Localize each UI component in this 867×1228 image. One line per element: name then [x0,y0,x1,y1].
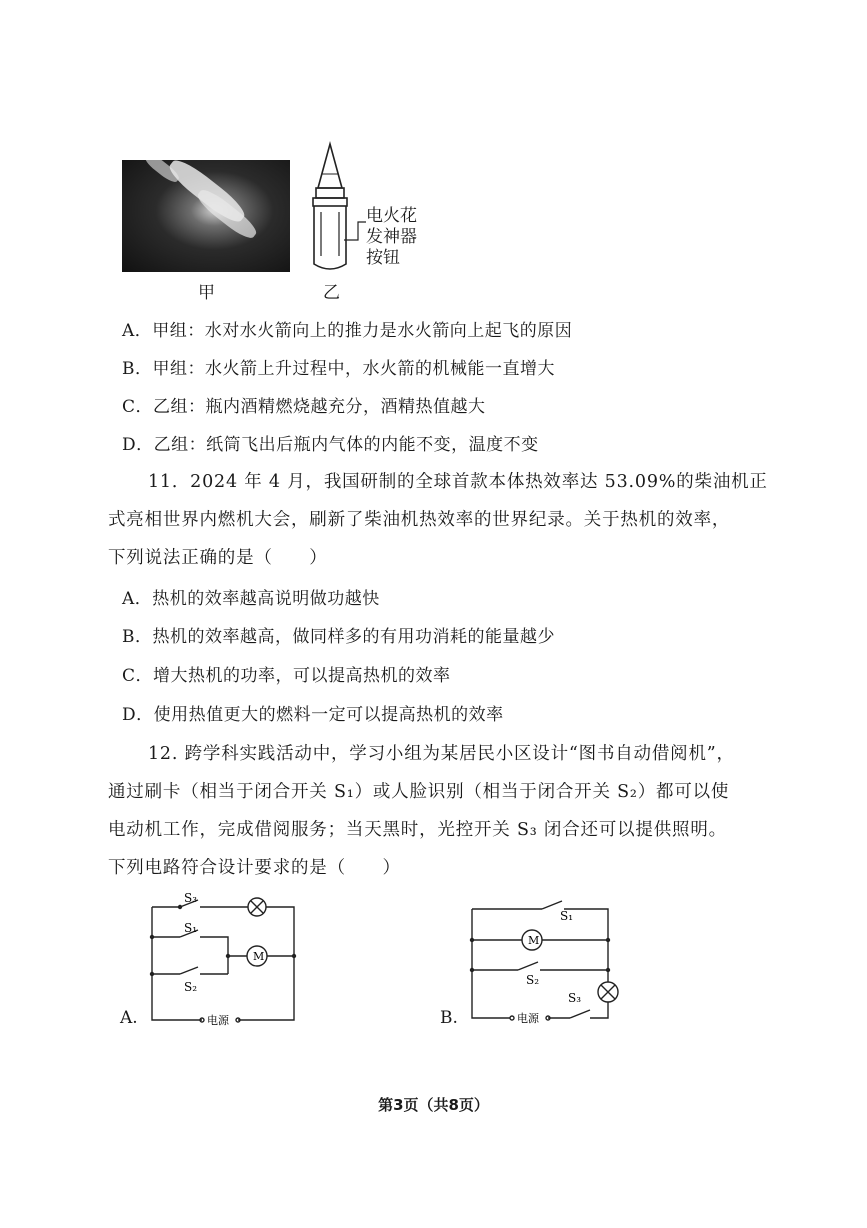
circuit-b-diagram [460,890,640,1030]
q10-option-d: D．乙组：纸筒飞出后瓶内气体的内能不变，温度不变 [122,435,539,455]
circuit-a-power-label: 电源 [207,1014,229,1027]
circuit-b-s2-label: S₂ [526,973,540,987]
circuit-a-s1-label: S₁ [184,921,198,935]
spark-generator-label: 电火花 发神器 按钮 [366,206,417,268]
q12-stem-line3: 电动机工作，完成借阅服务；当天黑时，光控开关 S₃ 闭合还可以提供照明。 [108,820,727,840]
circuit-b-motor-label: M [528,934,540,947]
caption-jia: 甲 [198,283,215,303]
circuit-a-s3-label: S₃ [184,891,198,905]
water-rocket-photo [122,160,290,272]
q12-stem-line2: 通过刷卡（相当于闭合开关 S₁）或人脸识别（相当于闭合开关 S₂）都可以使 [108,782,730,802]
circuit-b-power-label: 电源 [517,1012,539,1025]
q10-option-c: C．乙组：瓶内酒精燃烧越充分，酒精热值越大 [122,397,486,417]
q12-stem-line4: 下列电路符合设计要求的是（ ） [108,858,401,878]
circuit-a-motor-label: M [253,950,265,963]
circuit-a-s2-label: S₂ [184,980,198,994]
q11-option-c: C．增大热机的功率，可以提高热机的效率 [122,666,451,686]
q10-option-b: B．甲组：水火箭上升过程中，水火箭的机械能一直增大 [122,359,555,379]
circuit-a-option-label: A. [120,1008,138,1028]
q11-stem-line1: 11．2024 年 4 月，我国研制的全球首款本体热效率达 53.09%的柴油机正 [148,472,768,492]
caption-yi: 乙 [323,283,340,303]
q11-stem-line3: 下列说法正确的是（ ） [108,548,328,568]
circuit-b-s1-label: S₁ [560,909,574,923]
q11-option-a: A．热机的效率越高说明做功越快 [122,589,380,609]
q11-stem-line2: 式亮相世界内燃机大会，刷新了柴油机热效率的世界纪录。关于热机的效率， [108,510,731,530]
q12-stem-line1: 12. 跨学科实践活动中，学习小组为某居民小区设计“图书自动借阅机”， [148,744,735,764]
q10-option-a: A．甲组：水对水火箭向上的推力是水火箭向上起飞的原因 [122,321,573,341]
q11-option-b: B．热机的效率越高，做同样多的有用功消耗的能量越少 [122,627,555,647]
circuit-b-option-label: B. [440,1008,458,1028]
circuit-b-s3-label: S₃ [568,991,582,1005]
circuit-a-diagram [140,890,310,1030]
q11-option-d: D．使用热值更大的燃料一定可以提高热机的效率 [122,705,504,725]
page-footer: 第3页（共8页） [378,1096,489,1114]
